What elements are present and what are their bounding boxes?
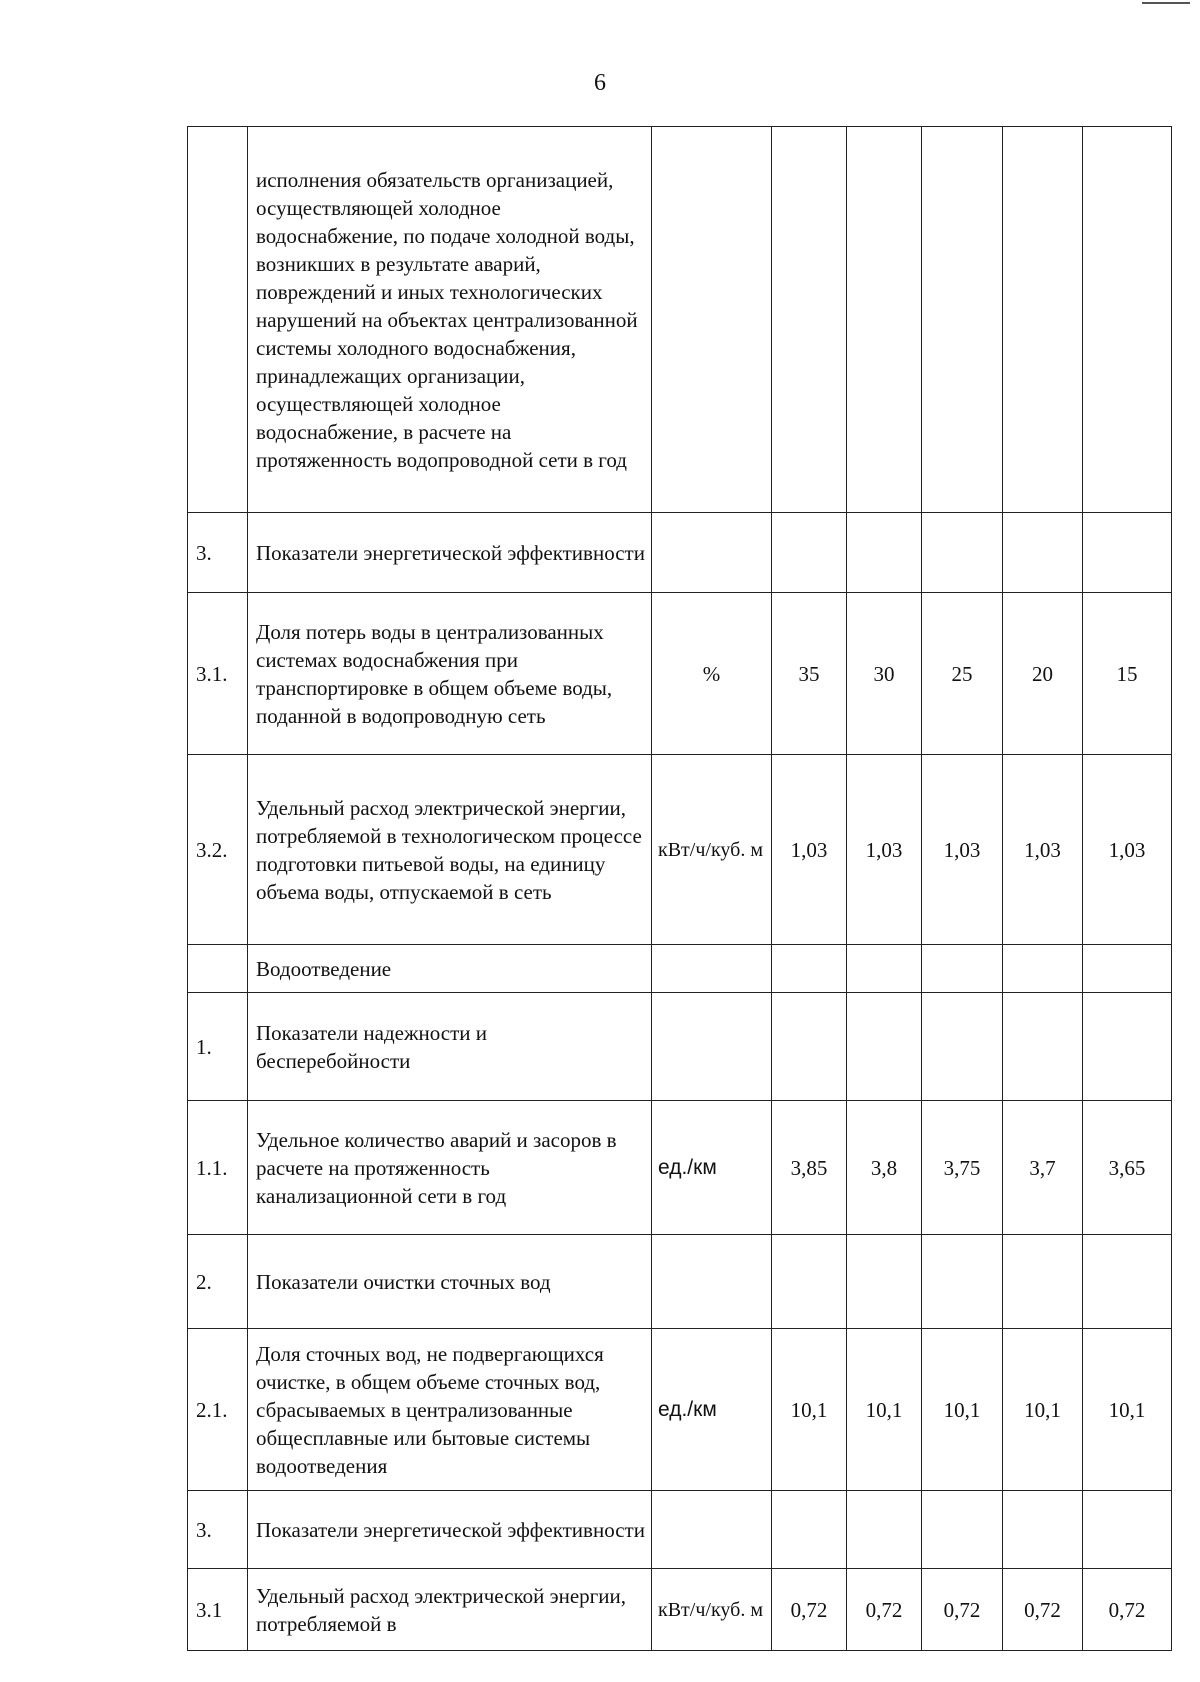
value-cell: 10,1 [847,1329,922,1491]
value-cell: 3,85 [772,1101,847,1235]
value-cell: 35 [772,593,847,755]
table-row [188,1329,1172,1491]
value-cell [922,945,1003,993]
unit-of-measure [652,993,772,1101]
value-cell: 3,65 [1083,1101,1172,1235]
value-cell: 1,03 [1083,755,1172,945]
indicator-name: Доля сточных вод, не подвергающихся очистке, в общем объеме сточных вод, сбрасываемых в централизованные общесплавные или бытовые системы водоотведения [248,1329,652,1491]
value-cell [847,513,922,593]
value-cell [847,127,922,513]
value-cell: 25 [922,593,1003,755]
table-row [188,1235,1172,1329]
unit-of-measure [652,945,772,993]
value-cell [847,993,922,1101]
value-cell: 1,03 [772,755,847,945]
value-cell: 10,1 [772,1329,847,1491]
value-cell [1003,1491,1083,1569]
section-title: Водоотведение [248,945,652,993]
table-row [188,513,1172,593]
indicator-name: Показатели энергетической эффективности [248,513,652,593]
value-cell [1083,1491,1172,1569]
value-cell [847,1235,922,1329]
row-number: 3.1. [188,593,248,755]
value-cell [1003,127,1083,513]
value-cell [1083,1235,1172,1329]
value-cell: 10,1 [1083,1329,1172,1491]
value-cell [922,513,1003,593]
value-cell: 3,7 [1003,1101,1083,1235]
value-cell [847,945,922,993]
value-cell [922,993,1003,1101]
unit-of-measure [652,127,772,513]
table-row [188,593,1172,755]
value-cell: 10,1 [922,1329,1003,1491]
row-number: 2. [188,1235,248,1329]
indicator-name: Показатели энергетической эффективности [248,1491,652,1569]
value-cell: 1,03 [922,755,1003,945]
value-cell: 0,72 [772,1569,847,1651]
value-cell [1083,127,1172,513]
value-cell [1083,945,1172,993]
row-number: 3.2. [188,755,248,945]
value-cell: 0,72 [922,1569,1003,1651]
row-number: 1.1. [188,1101,248,1235]
unit-of-measure: ед./км [652,1329,772,1491]
value-cell [1083,993,1172,1101]
table-row [188,1101,1172,1235]
value-cell: 15 [1083,593,1172,755]
value-cell: 10,1 [1003,1329,1083,1491]
value-cell [772,127,847,513]
value-cell [772,993,847,1101]
indicator-name: Показатели очистки сточных вод [248,1235,652,1329]
unit-of-measure [652,513,772,593]
value-cell [772,1235,847,1329]
value-cell [847,1491,922,1569]
value-cell [772,513,847,593]
value-cell [1003,513,1083,593]
row-number: 3.1 [188,1569,248,1651]
unit-of-measure: % [652,593,772,755]
row-number: 2.1. [188,1329,248,1491]
row-number: 1. [188,993,248,1101]
page-number: 6 [594,70,606,96]
unit-of-measure: ед./км [652,1101,772,1235]
value-cell: 30 [847,593,922,755]
value-cell [772,1491,847,1569]
indicator-name: исполнения обязательств организацией, осуществляющей холодное водоснабжение, по подаче холодной воды, возникших в результате аварий, повреждений и иных технологических нарушений на объектах централизованной системы холодного водоснабжения, принадлежащих организации, осуществляющей холодное водоснабжение, в расчете на протяженность водопроводной сети в год [248,127,652,513]
table-row [188,945,1172,993]
row-number: 3. [188,513,248,593]
value-cell [1003,1235,1083,1329]
value-cell [922,127,1003,513]
indicator-name: Удельный расход электрической энергии, потребляемой в технологическом процессе подготовки питьевой воды, на единицу объема воды, отпускаемой в сеть [248,755,652,945]
table-row [188,993,1172,1101]
value-cell: 1,03 [1003,755,1083,945]
value-cell: 0,72 [1083,1569,1172,1651]
indicator-name: Показатели надежности и бесперебойности [248,993,652,1101]
value-cell: 1,03 [847,755,922,945]
value-cell [1003,945,1083,993]
indicator-name: Удельное количество аварий и засоров в расчете на протяженность канализационной сети в год [248,1101,652,1235]
unit-of-measure [652,1235,772,1329]
table-row [188,1569,1172,1651]
unit-of-measure [652,1491,772,1569]
value-cell: 3,8 [847,1101,922,1235]
indicators-table [187,126,1172,1651]
value-cell [922,1491,1003,1569]
row-number [188,945,248,993]
value-cell [1083,513,1172,593]
value-cell [922,1235,1003,1329]
unit-of-measure: кВт/ч/куб. м [652,755,772,945]
table-row [188,1491,1172,1569]
table-row [188,127,1172,513]
table-row [188,755,1172,945]
unit-of-measure: кВт/ч/куб. м [652,1569,772,1651]
value-cell: 20 [1003,593,1083,755]
corner-scan-mark [1142,2,1190,4]
value-cell: 0,72 [1003,1569,1083,1651]
value-cell: 3,75 [922,1101,1003,1235]
indicator-name: Удельный расход электрической энергии, потребляемой в [248,1569,652,1651]
value-cell: 0,72 [847,1569,922,1651]
row-number: 3. [188,1491,248,1569]
value-cell [772,945,847,993]
row-number [188,127,248,513]
value-cell [1003,993,1083,1101]
indicator-name: Доля потерь воды в централизованных системах водоснабжения при транспортировке в общем объеме воды, поданной в водопроводную сеть [248,593,652,755]
